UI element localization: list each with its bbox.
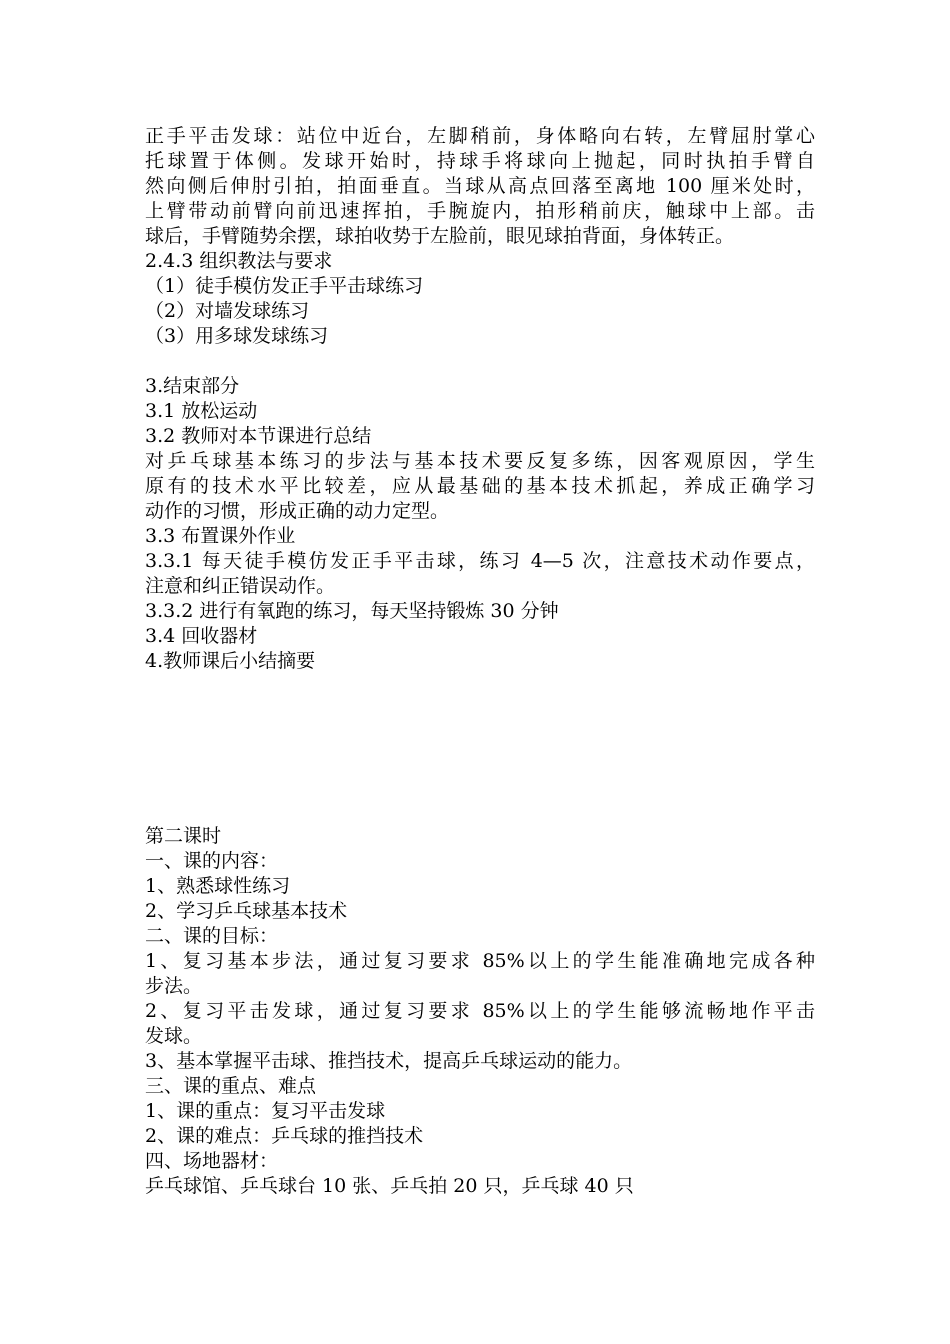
text-line: 注意和纠正错误动作。 (145, 575, 336, 597)
text-line: 3.3.1 每天徒手模仿发正手平击球，练习 4—5 次，注意技术动作要点， (145, 550, 815, 572)
list-item: （1）徒手模仿发正手平击球练习 (145, 275, 424, 297)
section-heading: 二、课的目标： (145, 925, 279, 947)
lesson-title: 第二课时 (145, 825, 222, 847)
list-item: 2、课的难点：乒乓球的推挡技术 (145, 1125, 424, 1147)
text-line: 上臂带动前臂向前迅速挥拍，手腕旋内，拍形稍前庆，触球中上部。击 (145, 200, 815, 222)
section-heading: 4.教师课后小结摘要 (145, 650, 316, 672)
text-line: 然向侧后伸肘引拍，拍面垂直。当球从高点回落至离地 100 厘米处时， (145, 175, 815, 197)
text-line: 原有的技术水平比较差，应从最基础的基本技术抓起，养成正确学习 (145, 475, 815, 497)
list-item: （2）对墙发球练习 (145, 300, 310, 322)
section-heading: 3.结束部分 (145, 375, 240, 397)
subsection-heading: 3.2 教师对本节课进行总结 (145, 425, 372, 447)
text-line: 动作的习惯，形成正确的动力定型。 (145, 500, 450, 522)
section-heading: 一、课的内容： (145, 850, 279, 872)
text-line: 球后，手臂随势余摆，球拍收势于左脸前，眼见球拍背面，身体转正。 (145, 225, 735, 247)
text-line: 正手平击发球：站位中近台，左脚稍前，身体略向右转，左臂屈肘掌心 (145, 125, 815, 147)
text-line: 2、复习平击发球，通过复习要求 85%以上的学生能够流畅地作平击 (145, 1000, 815, 1022)
text-line: 3.3.2 进行有氧跑的练习，每天坚持锻炼 30 分钟 (145, 600, 559, 622)
section-heading: 三、课的重点、难点 (145, 1075, 317, 1097)
list-item: 1、熟悉球性练习 (145, 875, 291, 897)
text-line: 乒乓球馆、乒乓球台 10 张、乒乓拍 20 只，乒乓球 40 只 (145, 1175, 634, 1197)
text-line: 步法。 (145, 975, 203, 997)
org-heading: 2.4.3 组织教法与要求 (145, 250, 333, 272)
text-line: 托球置于体侧。发球开始时，持球手将球向上抛起，同时执拍手臂自 (145, 150, 815, 172)
list-item: 2、学习乒乓球基本技术 (145, 900, 348, 922)
text-line: 对乒乓球基本练习的步法与基本技术要反复多练，因客观原因，学生 (145, 450, 815, 472)
list-item: （3）用多球发球练习 (145, 325, 329, 347)
text-line: 3、基本掌握平击球、推挡技术，提高乒乓球运动的能力。 (145, 1050, 633, 1072)
second-lesson (145, 824, 815, 1199)
section-heading: 四、场地器材： (145, 1150, 279, 1172)
subsection-heading: 3.4 回收器材 (145, 625, 258, 647)
text-line: 发球。 (145, 1025, 203, 1047)
subsection-heading: 3.3 布置课外作业 (145, 525, 296, 547)
document-page (145, 124, 815, 1199)
serve-paragraph (145, 124, 815, 249)
text-line: 1、复习基本步法，通过复习要求 85%以上的学生能准确地完成各种 (145, 950, 815, 972)
list-item: 1、课的重点：复习平击发球 (145, 1100, 386, 1122)
subsection-heading: 3.1 放松运动 (145, 400, 258, 422)
end-section (145, 374, 815, 674)
